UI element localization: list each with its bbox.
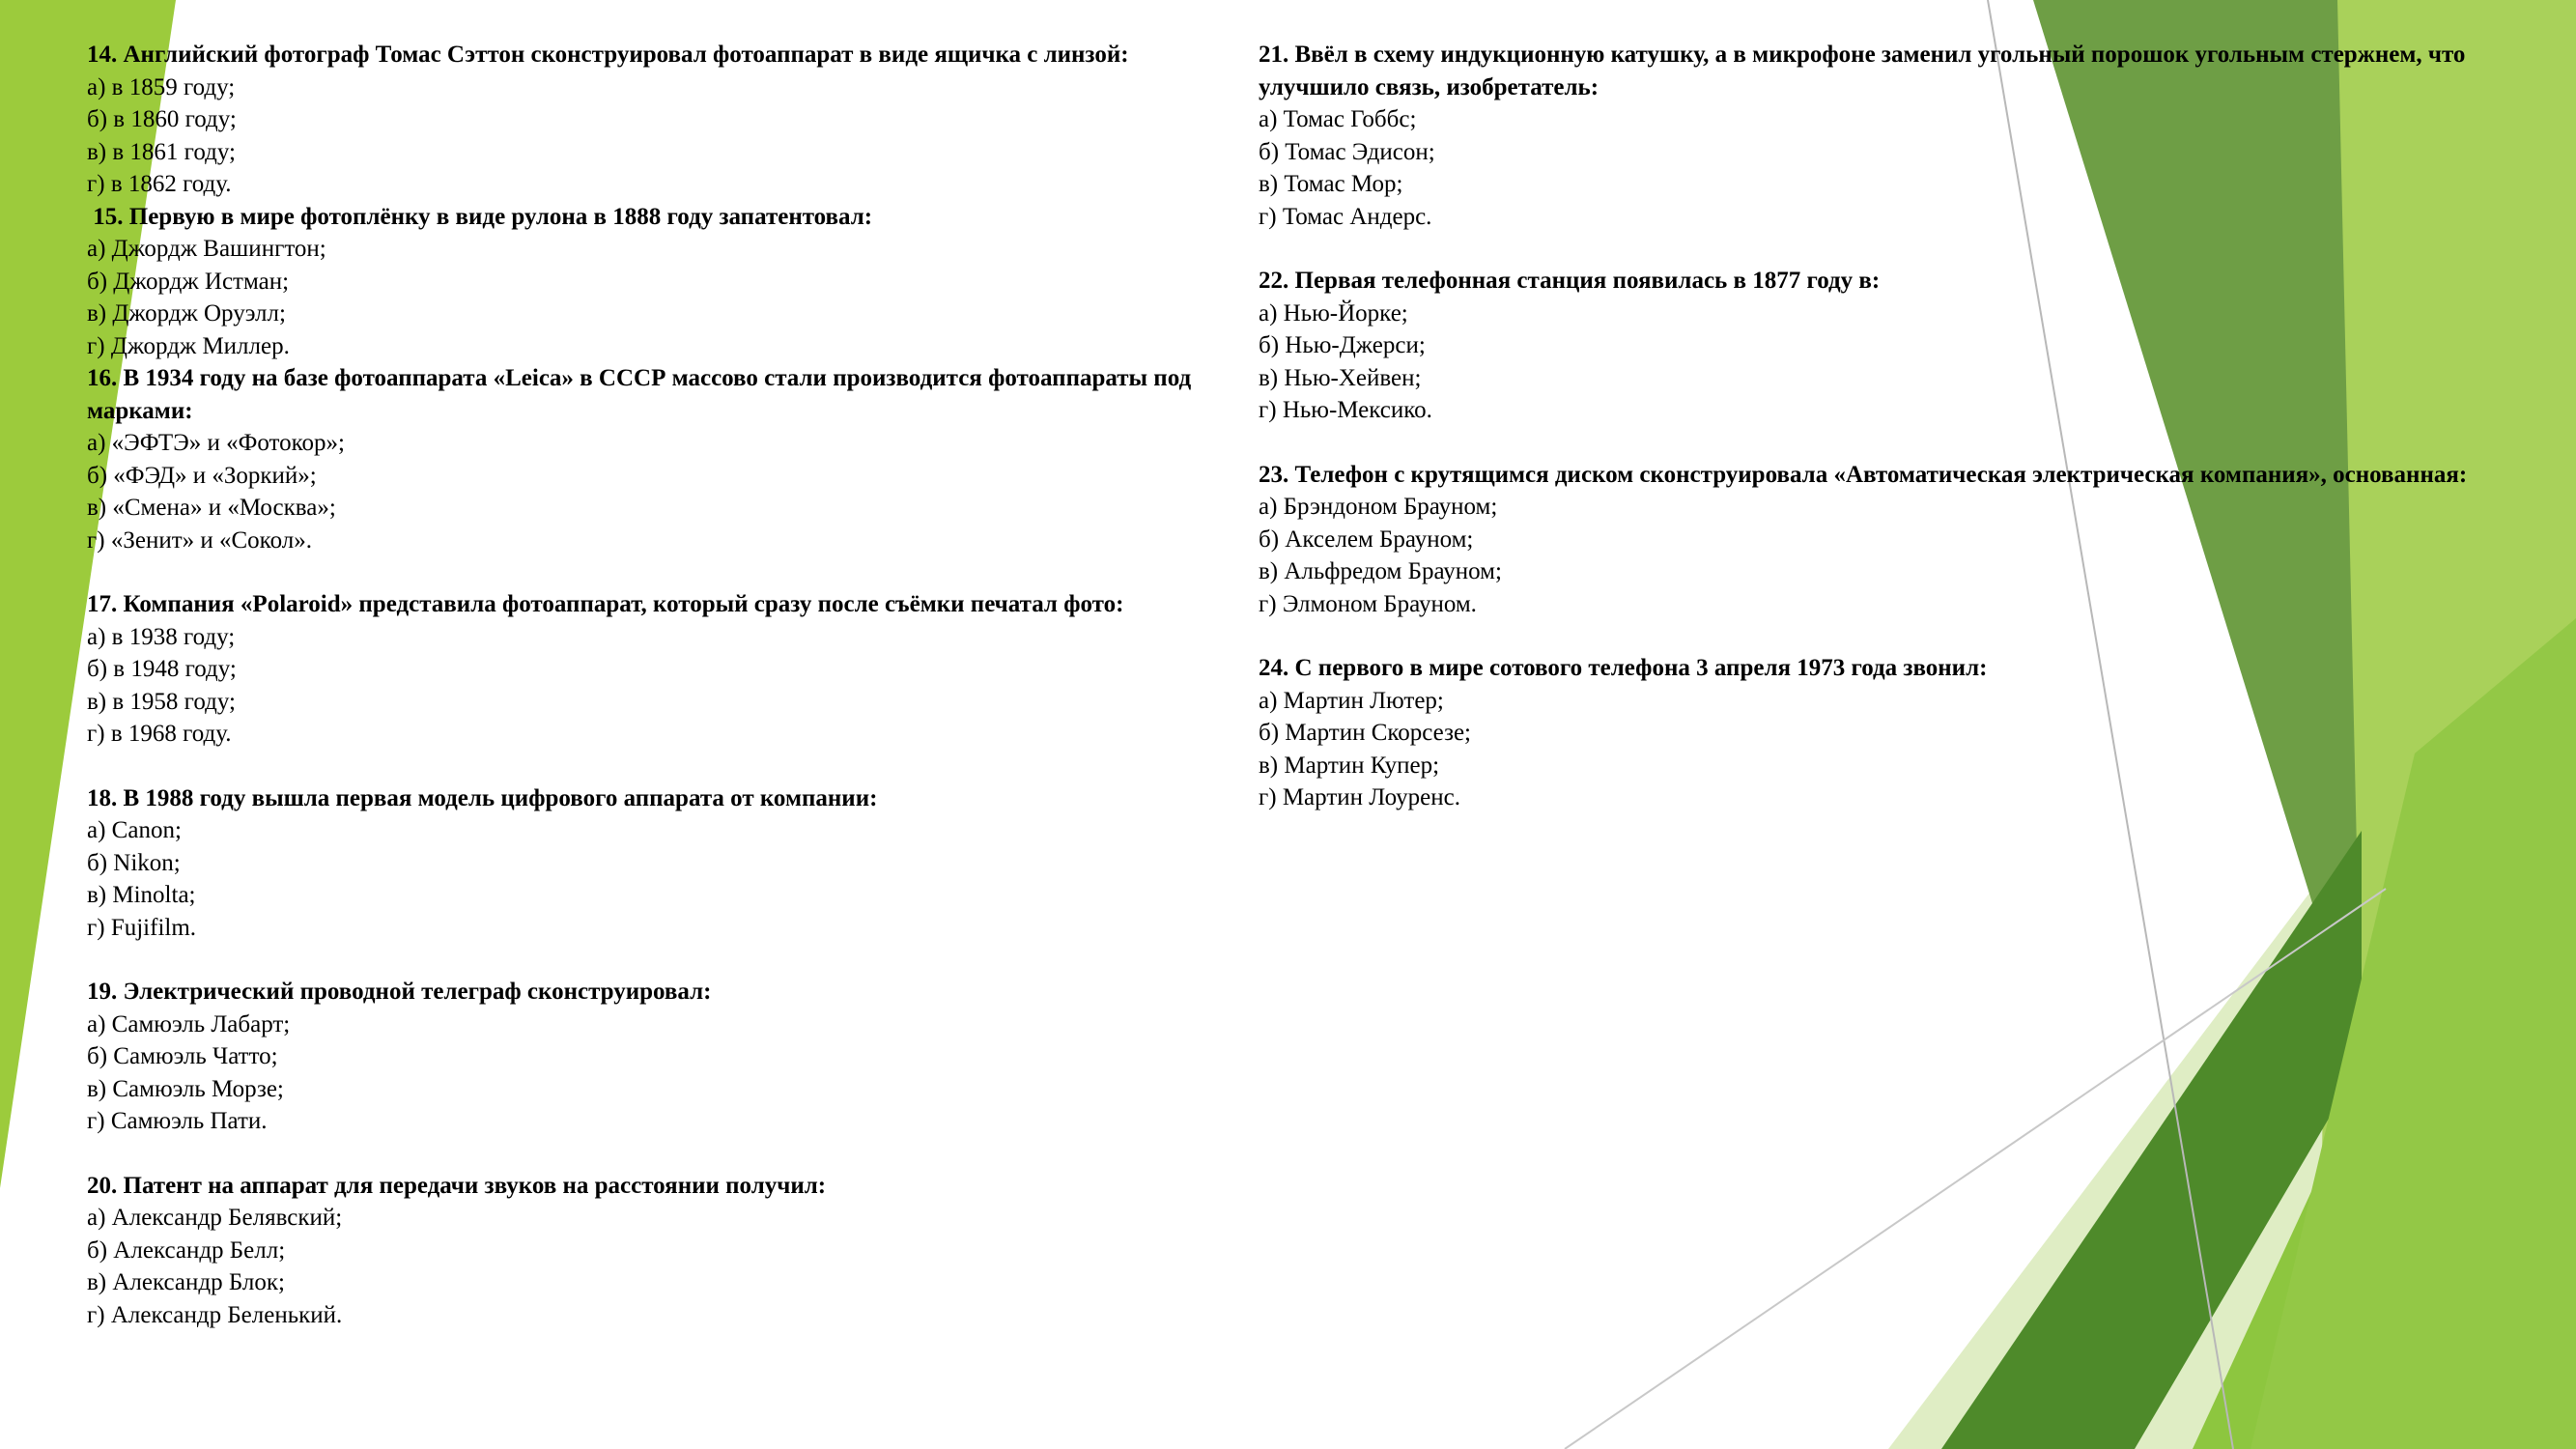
answer-option: б) Александр Белл; xyxy=(87,1236,286,1264)
question-text: 20. Патент на аппарат для передачи звуков на расстоянии получил: xyxy=(87,1172,827,1199)
answer-option: а) Джордж Вашингтон; xyxy=(87,236,326,262)
answer-option: г) Мартин Лоуренс. xyxy=(1259,784,1460,810)
question-block xyxy=(87,362,1207,556)
answer-option: б) в 1948 году; xyxy=(87,656,237,682)
answer-option: г) «Зенит» и «Сокол». xyxy=(87,526,312,554)
answer-option: г) Fujifilm. xyxy=(87,914,197,941)
answer-option: б) Акселем Брауном; xyxy=(1259,526,1474,553)
answer-option: г) Элмоном Брауном. xyxy=(1259,590,1477,617)
answer-option: в) Альфредом Брауном; xyxy=(1259,558,1502,584)
answer-option: в) Самюэль Морзе; xyxy=(87,1075,284,1102)
answer-option: г) в 1968 году. xyxy=(87,721,232,747)
question-text: 14. Английский фотограф Томас Сэттон сконструировал фотоаппарат в виде ящичка с линзой: xyxy=(87,42,1129,68)
question-block xyxy=(1259,265,2514,427)
answer-option: в) Томас Мор; xyxy=(1259,171,1403,197)
answer-option: а) Томас Гоббс; xyxy=(1259,106,1417,132)
question-text: 16. В 1934 году на базе фотоаппарата «Leica» в СССР массово стали производится фотоаппараты под марками: xyxy=(87,365,1192,424)
answer-option: г) Самюэль Пати. xyxy=(87,1108,268,1134)
answer-option: в) Мартин Купер; xyxy=(1259,752,1440,779)
answer-option: б) Джордж Истман; xyxy=(87,268,290,295)
question-block xyxy=(1259,39,2514,233)
answer-option: а) Canon; xyxy=(87,817,182,843)
right-question-column xyxy=(1259,39,2514,846)
answer-option: а) Мартин Лютер; xyxy=(1259,687,1444,714)
answer-option: г) Томас Андерс. xyxy=(1259,203,1432,230)
answer-option: г) Джордж Миллер. xyxy=(87,332,290,359)
question-block xyxy=(1259,652,2514,814)
question-block xyxy=(87,782,1207,945)
answer-option: в) Джордж Оруэлл; xyxy=(87,300,286,327)
question-text: 18. В 1988 году вышла первая модель цифрового аппарата от компании: xyxy=(87,784,878,811)
question-text: 24. С первого в мире сотового телефона 3 апреля 1973 года звонил: xyxy=(1259,655,1988,681)
question-text: 19. Электрический проводной телеграф сконструировал: xyxy=(87,979,712,1005)
answer-option: б) Самюэль Чатто; xyxy=(87,1043,278,1069)
question-text: 23. Телефон с крутящимся диском сконструировала «Автоматическая электрическая компания», основанная: xyxy=(1259,461,2468,488)
answer-option: г) в 1862 году. xyxy=(87,171,232,197)
answer-option: в) в 1861 году; xyxy=(87,138,236,165)
answer-option: г) Нью-Мексико. xyxy=(1259,397,1432,423)
question-text: 22. Первая телефонная станция появилась в 1877 году в: xyxy=(1259,268,1881,294)
answer-option: б) Nikon; xyxy=(87,849,181,876)
answer-option: б) Нью-Джерси; xyxy=(1259,332,1426,358)
question-block xyxy=(87,201,1207,363)
answer-option: б) «ФЭД» и «Зоркий»; xyxy=(87,462,317,489)
answer-option: а) Брэндоном Брауном; xyxy=(1259,494,1498,520)
answer-option: г) Александр Беленький. xyxy=(87,1301,343,1328)
question-block xyxy=(87,1170,1207,1332)
answer-option: а) Нью-Йорке; xyxy=(1259,299,1408,327)
answer-option: б) Томас Эдисон; xyxy=(1259,138,1435,165)
answer-option: в) Minolta; xyxy=(87,882,196,908)
question-text: 21. Ввёл в схему индукционную катушку, а в микрофоне заменил угольный порошок угольным стержнем, что улучшило связь, изобретатель: xyxy=(1259,42,2466,100)
question-block xyxy=(87,39,1207,201)
answer-option: б) Мартин Скорсезе; xyxy=(1259,720,1471,746)
answer-option: в) Александр Блок; xyxy=(87,1269,285,1295)
answer-option: а) Александр Белявский; xyxy=(87,1205,343,1231)
answer-option: в) «Смена» и «Москва»; xyxy=(87,495,336,521)
answer-option: а) «ЭФТЭ» и «Фотокор»; xyxy=(87,430,345,456)
answer-option: б) в 1860 году; xyxy=(87,106,237,132)
question-block xyxy=(87,976,1207,1138)
answer-option: в) в 1958 году; xyxy=(87,688,236,715)
answer-option: в) Нью-Хейвен; xyxy=(1259,364,1422,391)
answer-option: а) Самюэль Лабарт; xyxy=(87,1010,291,1037)
answer-option: а) в 1859 году; xyxy=(87,73,236,100)
question-block xyxy=(87,588,1207,751)
answer-option: а) в 1938 году; xyxy=(87,623,236,650)
question-text: 15. Первую в мире фотоплёнку в виде рулона в 1888 году запатентовал: xyxy=(87,203,873,230)
left-question-column xyxy=(87,39,1207,1363)
question-block xyxy=(1259,459,2514,621)
question-text: 17. Компания «Polaroid» представила фотоаппарат, который сразу после съёмки печатал фото: xyxy=(87,591,1124,617)
